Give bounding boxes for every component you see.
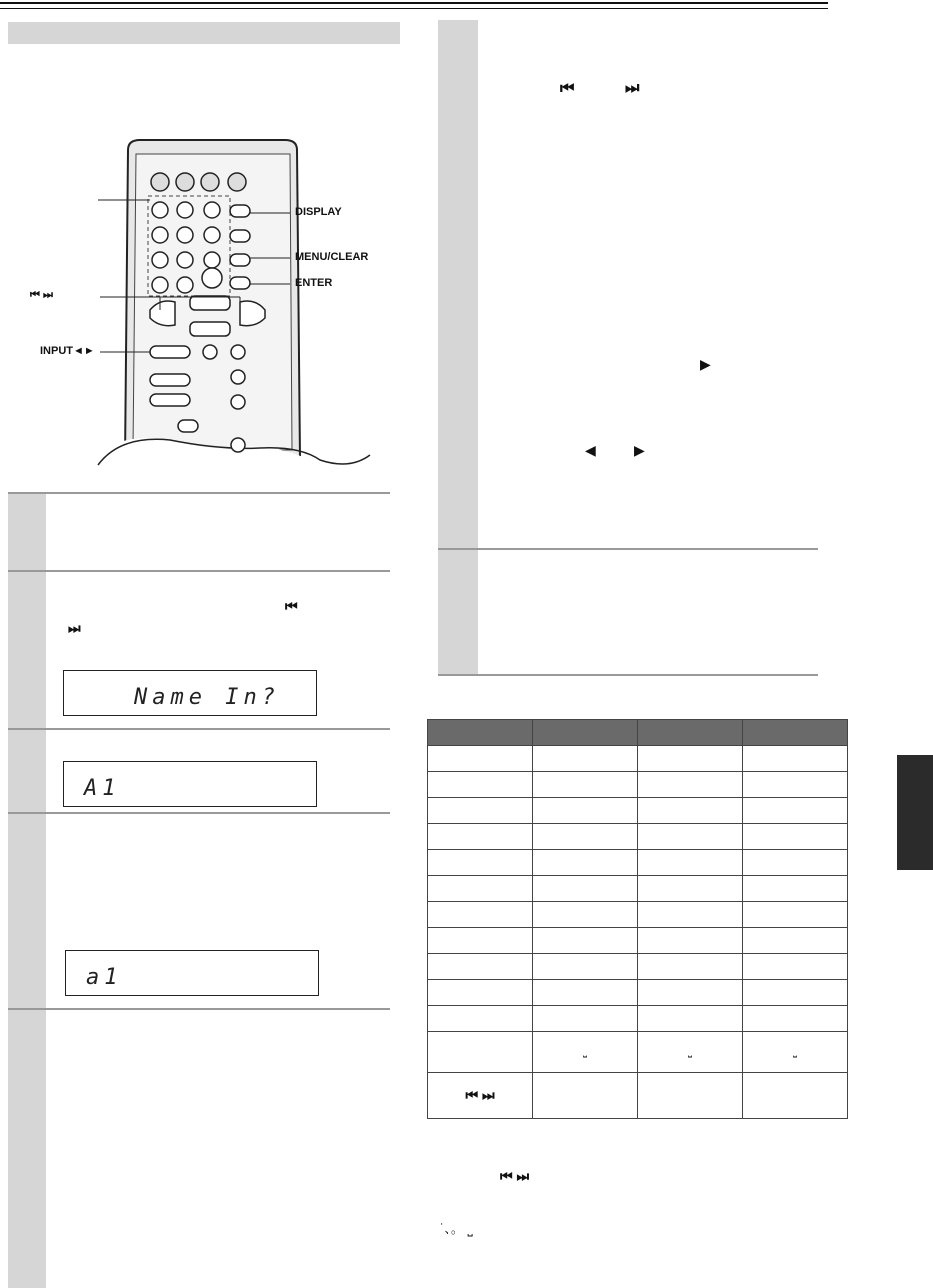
skip-forward-icon-2: ⏭	[625, 80, 640, 97]
step-4-col	[8, 814, 46, 1008]
table-header-row	[428, 720, 848, 746]
table-cell	[533, 1006, 638, 1032]
table-cell	[533, 746, 638, 772]
table-row	[428, 772, 848, 798]
lcd-name-in-text: Name In?	[134, 685, 280, 710]
table-cell	[428, 824, 533, 850]
table-cell	[533, 954, 638, 980]
table-cell	[743, 850, 848, 876]
table-cell	[743, 954, 848, 980]
lcd-a1-text: A1	[84, 776, 121, 801]
table-cell	[743, 720, 848, 746]
step-1-col	[8, 494, 46, 570]
table-cell	[743, 772, 848, 798]
table-cell	[428, 902, 533, 928]
left-arrow-icon: ◀	[585, 442, 596, 458]
space-symbol-icon: ⎵	[743, 1032, 848, 1073]
step-divider-3	[8, 728, 390, 730]
skip-forward-icon: ⏭	[68, 620, 81, 636]
display-callout: DISPLAY	[295, 206, 342, 218]
enter-callout: ENTER	[295, 277, 333, 289]
step-divider-1	[8, 492, 390, 494]
table-row	[428, 798, 848, 824]
table-cell	[638, 928, 743, 954]
table-cell	[743, 1006, 848, 1032]
menu-clear-callout: MENU/CLEAR	[295, 251, 369, 263]
table-row	[428, 954, 848, 980]
table-cell	[743, 980, 848, 1006]
table-row	[428, 876, 848, 902]
table-cell	[638, 954, 743, 980]
skip-buttons-callout-icon: ⏮ ⏭	[30, 289, 53, 301]
table-row	[428, 850, 848, 876]
step-5-col	[8, 1010, 46, 1288]
input-callout	[40, 345, 95, 357]
table-cell	[743, 798, 848, 824]
character-table	[427, 719, 848, 1119]
table-cell	[638, 850, 743, 876]
table-cell	[428, 1006, 533, 1032]
table-row	[428, 824, 848, 850]
play-right-icon: ▶	[700, 356, 711, 372]
right-arrow-icon: ▶	[634, 442, 645, 458]
table-row	[428, 1006, 848, 1032]
table-cell	[638, 902, 743, 928]
table-cell	[533, 902, 638, 928]
step-7-col	[438, 550, 478, 674]
step-divider-2	[8, 570, 390, 572]
table-cell	[743, 876, 848, 902]
table-cell	[638, 980, 743, 1006]
skip-icons-footnote: ⏮ ⏭	[500, 1168, 530, 1184]
left-right-arrows-icon: ◄►	[73, 345, 95, 357]
table-cell	[533, 824, 638, 850]
table-cell	[533, 720, 638, 746]
lcd-name-in	[63, 670, 317, 716]
table-row	[428, 746, 848, 772]
table-row-skip	[428, 1073, 848, 1119]
table-cell	[428, 850, 533, 876]
input-callout-label: INPUT	[40, 345, 73, 357]
step-6-col	[438, 20, 478, 548]
skip-icons-cell: ⏮ ⏭	[428, 1073, 533, 1119]
lcd-a1	[63, 761, 317, 807]
table-cell	[638, 1006, 743, 1032]
lcd-a1-lower-text: a1	[86, 965, 123, 990]
table-cell	[638, 1073, 743, 1119]
table-cell	[428, 798, 533, 824]
table-cell	[638, 824, 743, 850]
symbols-footnote-icon: ˙、。 ⎵	[440, 1221, 473, 1236]
table-cell	[428, 1032, 533, 1073]
table-cell	[533, 928, 638, 954]
step-2-col	[8, 572, 46, 728]
skip-back-icon: ⏮	[285, 598, 298, 614]
table-cell	[743, 1073, 848, 1119]
table-cell	[533, 850, 638, 876]
table-cell	[428, 928, 533, 954]
skip-back-icon-2: ⏮	[560, 80, 575, 97]
table-cell	[428, 980, 533, 1006]
table-cell	[743, 824, 848, 850]
step-3-col	[8, 730, 46, 812]
table-cell	[533, 772, 638, 798]
table-cell	[743, 902, 848, 928]
table-cell	[638, 772, 743, 798]
lcd-a1-lower	[65, 950, 319, 996]
table-cell	[533, 876, 638, 902]
table-row	[428, 902, 848, 928]
section-tab	[897, 755, 933, 870]
step-divider-5	[8, 1008, 390, 1010]
table-cell	[428, 720, 533, 746]
table-cell	[428, 772, 533, 798]
table-cell	[638, 720, 743, 746]
table-cell	[638, 876, 743, 902]
table-cell	[743, 928, 848, 954]
space-symbol-icon: ⎵	[638, 1032, 743, 1073]
step-divider-7	[438, 548, 818, 550]
table-cell	[743, 746, 848, 772]
table-cell	[428, 746, 533, 772]
step-divider-8	[438, 674, 818, 676]
table-cell	[533, 1073, 638, 1119]
table-cell	[428, 954, 533, 980]
table-cell	[638, 746, 743, 772]
step-divider-4	[8, 812, 390, 814]
table-cell	[428, 876, 533, 902]
space-symbol-icon: ⎵	[533, 1032, 638, 1073]
table-cell	[533, 798, 638, 824]
table-row	[428, 928, 848, 954]
table-row	[428, 980, 848, 1006]
table-cell	[638, 798, 743, 824]
table-row-space	[428, 1032, 848, 1073]
table-cell	[533, 980, 638, 1006]
